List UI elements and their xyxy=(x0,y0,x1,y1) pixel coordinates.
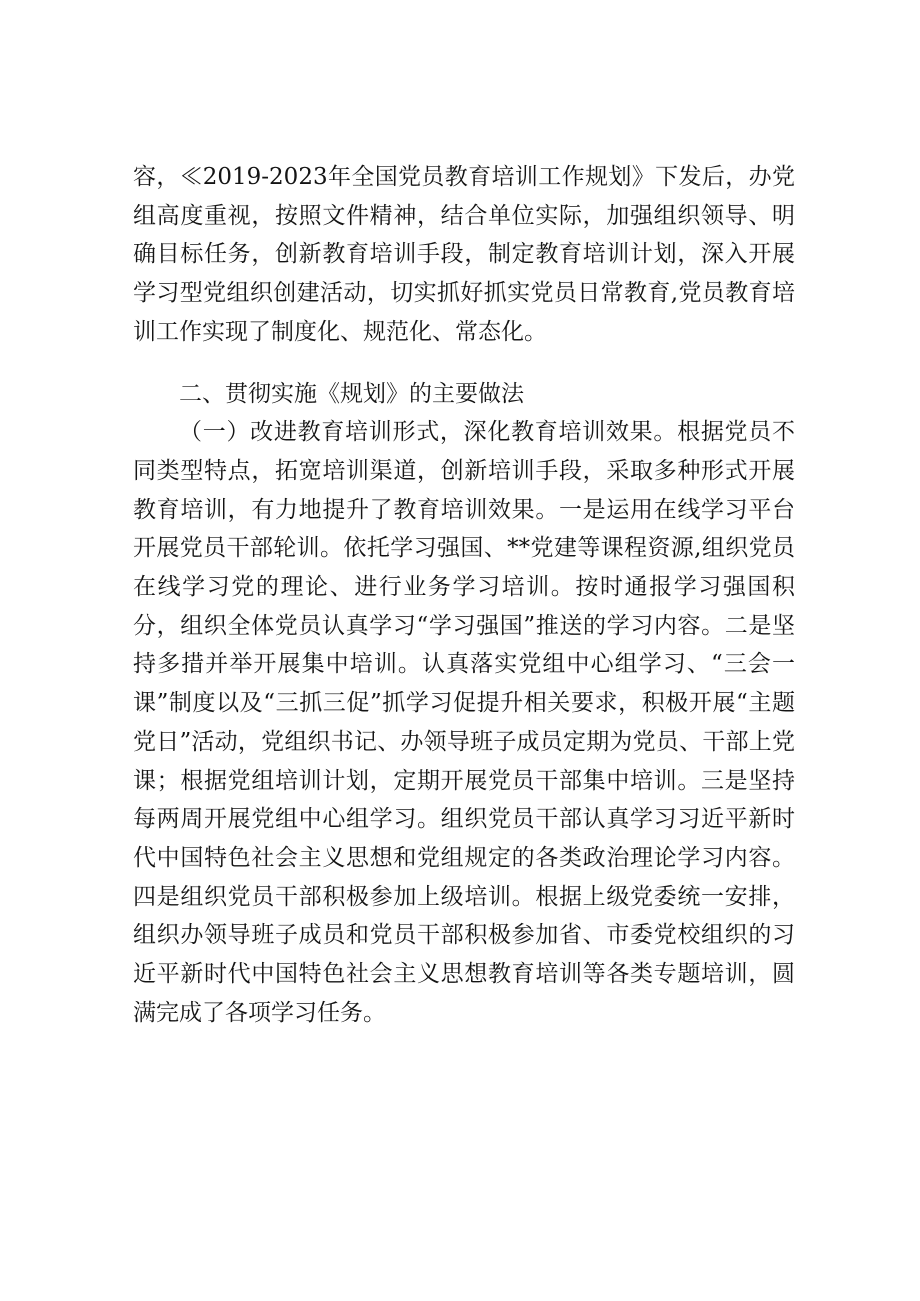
paragraph-intro-continuation: 容，≪2019-2023年全国党员教育培训工作规划》下发后，办党组高度重视，按照文件精神，结合单位实际，加强组织领导、明确目标任务，创新教育培训手段，制定教育培训计划，深入开展学习型党组织创建活动，切实抓好抓实党员日常教育,党员教育培训工作实现了制度化、规范化、常态化。 xyxy=(133,164,795,345)
section-heading-main-practices: 二、贯彻实施《规划》的主要做法 xyxy=(179,380,524,407)
paragraph-training-forms: （一）改进教育培训形式，深化教育培训效果。根据党员不同类型特点，拓宽培训渠道，创新培训手段，采取多种形式开展教育培训，有力地提升了教育培训效果。一是运用在线学习平台开展党员干部轮训。依托学习强国、**党建等课程资源,组织党员在线学习党的理论、进行业务学习培训。按时通报学习强国积分，组织全体党员认真学习“学习强国”推送的学习内容。二是坚持多措并举开展集中培训。认真落实党组中心组学习、“三会一课”制度以及“三抓三促”抓学习促提升相关要求，积极开展“主题党日”活动，党组织书记、办领导班子成员定期为党员、干部上党课；根据党组培训计划，定期开展党员干部集中培训。三是坚持每两周开展党组中心组学习。组织党员干部认真学习习近平新时代中国特色社会主义思想和党组规定的各类政治理论学习内容。四是组织党员干部积极参加上级培训。根据上级党委统一安排，组织办领导班子成员和党员干部积极参加省、市委党校组织的习近平新时代中国特色社会主义思想教育培训等各类专题培训，圆满完成了各项学习任务。 xyxy=(133,419,795,1026)
document-body xyxy=(133,158,795,1032)
